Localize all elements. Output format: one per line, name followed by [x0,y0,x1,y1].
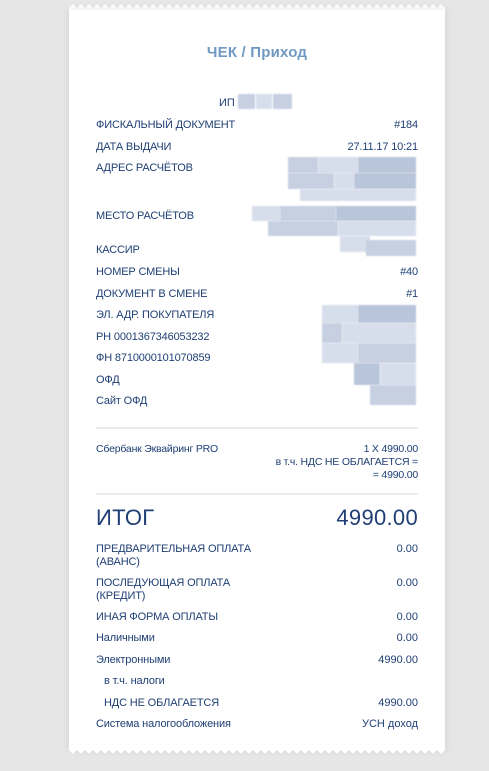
item-qty-price: 1 X 4990.00 [363,443,418,455]
receipt-title: ЧЕК / Приход [206,44,308,61]
tax-system-label: Система налогообложения [96,718,231,730]
redacted-ip-name-2 [256,94,272,109]
other-payment-label: ИНАЯ ФОРМА ОПЛАТЫ [96,611,218,623]
redacted-address-3 [358,157,416,173]
redacted-fn [322,343,358,363]
redacted-address-5 [334,173,354,189]
cash-label: Наличными [96,632,155,644]
redacted-place [252,206,280,221]
fiscal-document-label: ФИСКАЛЬНЫЙ ДОКУМЕНТ [96,119,236,131]
redacted-buyer-email [322,305,358,323]
item-vat-line: в т.ч. НДС НЕ ОБЛАГАЕТСЯ = [275,456,418,468]
redacted-place-4 [268,221,338,236]
cashier-label: КАССИР [96,244,140,256]
redacted-ofd-site [370,385,416,405]
redacted-address-4 [288,173,334,189]
divider-top [96,427,418,429]
buyer-email-label: ЭЛ. АДР. ПОКУПАТЕЛЯ [96,309,215,321]
redacted-address-7 [300,189,416,201]
redacted-ofd-2 [380,363,416,385]
redacted-place-2 [280,206,336,221]
other-payment-value: 0.00 [396,611,418,623]
redacted-place-3 [336,206,416,221]
incl-taxes-label: в т.ч. налоги [104,675,165,687]
redacted-fn-2 [358,343,416,363]
place-label: МЕСТО РАСЧЁТОВ [96,210,194,222]
redacted-buyer-email-2 [358,305,416,323]
address-label: АДРЕС РАСЧЁТОВ [96,162,193,174]
issue-date-label: ДАТА ВЫДАЧИ [96,141,172,153]
postpay-value: 0.00 [396,577,418,589]
fiscal-document-value: #184 [394,119,418,131]
item-name: Сбербанк Эквайринг PRO [96,443,218,455]
rn-label: РН 0001367346053232 [96,331,210,343]
postpay-label-2: (КРЕДИТ) [96,590,146,602]
prepay-label-2: (АВАНС) [96,556,140,568]
ofd-label: ОФД [96,374,120,386]
total-label: ИТОГ [96,505,155,530]
shift-label: НОМЕР СМЕНЫ [96,266,180,278]
prepay-value: 0.00 [396,543,418,555]
redacted-rn [322,323,342,343]
doc-in-shift-label: ДОКУМЕНТ В СМЕНЕ [96,288,208,300]
ofd-site-label: Сайт ОФД [96,395,148,407]
redacted-ofd [354,363,380,385]
doc-in-shift-value: #1 [406,288,418,300]
issue-date-value: 27.11.17 10:21 [347,141,418,153]
redacted-cashier-2 [366,240,416,256]
redacted-address-6 [354,173,416,189]
electronic-value: 4990.00 [378,654,418,666]
redacted-ip-name [238,94,255,109]
divider-bottom [96,493,418,495]
item-vat-amount: = 4990.00 [372,469,418,481]
redacted-address-2 [318,157,358,173]
redacted-place-5 [338,221,416,236]
fn-label: ФН 8710000101070859 [96,352,211,364]
shift-value: #40 [400,266,418,278]
redacted-address [288,157,318,173]
cash-value: 0.00 [396,632,418,644]
receipt-bottom-edge [69,746,445,754]
electronic-label: Электронными [96,654,171,666]
postpay-label-1: ПОСЛЕДУЮЩАЯ ОПЛАТА [96,577,231,589]
prepay-label-1: ПРЕДВАРИТЕЛЬНАЯ ОПЛАТА [96,543,251,555]
vat-value: 4990.00 [378,697,418,709]
tax-system-value: УСН доход [361,718,418,730]
total-value: 4990.00 [336,505,418,530]
redacted-ip-name-3 [273,94,292,109]
ip-label: ИП [219,97,235,109]
redacted-rn-2 [342,323,416,343]
vat-label: НДС НЕ ОБЛАГАЕТСЯ [104,697,220,709]
